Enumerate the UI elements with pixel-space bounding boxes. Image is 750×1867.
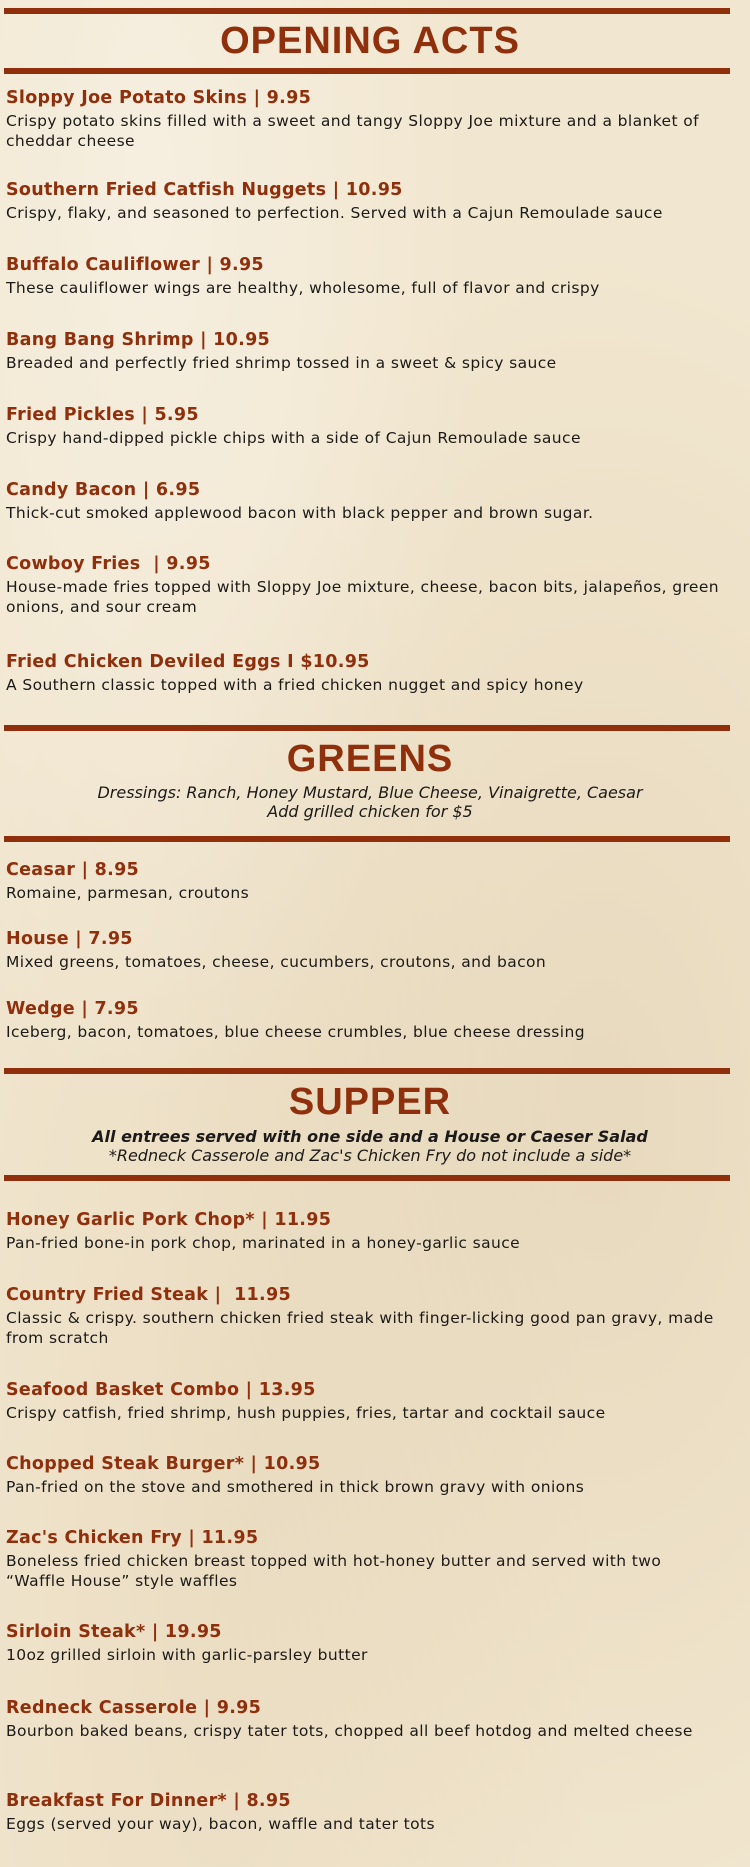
section-rule-bottom [4, 836, 730, 842]
menu-item [6, 179, 746, 223]
menu-item-name: Buffalo Cauliflower | 9.95 [6, 255, 264, 275]
menu-item-name: Zac's Chicken Fry | 11.95 [6, 1528, 259, 1548]
menu-item-description: Iceberg, bacon, tomatoes, blue cheese crumbles, blue cheese dressing [6, 1023, 585, 1041]
menu-item [6, 1209, 746, 1253]
menu-item-description: Bourbon baked beans, crispy tater tots, chopped all beef hotdog and melted cheese [6, 1722, 693, 1740]
menu-item [6, 928, 746, 972]
menu-item [6, 1621, 746, 1665]
menu-item-name: Ceasar | 8.95 [6, 860, 140, 880]
menu-item-name: Seafood Basket Combo | 13.95 [6, 1380, 316, 1400]
menu-item-name: Bang Bang Shrimp | 10.95 [6, 330, 271, 350]
menu-item-description: Romaine, parmesan, croutons [6, 884, 250, 902]
menu-item [6, 998, 746, 1042]
menu-item [6, 329, 746, 373]
menu-item-description: Classic & crispy. southern chicken fried steak with finger-licking good pan gravy, made from scratch [6, 1309, 714, 1347]
menu-item-name: Redneck Casserole | 9.95 [6, 1698, 262, 1718]
dressings-note: Dressings: Ranch, Honey Mustard, Blue Cheese, Vinaigrette, Caesar [97, 783, 643, 802]
section-rule-top [4, 8, 730, 14]
menu-item [6, 1379, 746, 1423]
menu-item-description: Boneless fried chicken breast topped with hot-honey butter and served with two “Waffle House” style waffles [6, 1552, 662, 1590]
menu-item-name: Cowboy Fries | 9.95 [6, 554, 211, 574]
section-title-opening-acts: OPENING ACTS [220, 20, 520, 62]
add-chicken-note: Add grilled chicken for $5 [267, 802, 473, 821]
menu-item-description: Crispy, flaky, and seasoned to perfection. Served with a Cajun Remoulade sauce [6, 204, 663, 222]
menu-item-name: Sloppy Joe Potato Skins | 9.95 [6, 88, 312, 108]
menu-item-name: Honey Garlic Pork Chop* | 11.95 [6, 1210, 332, 1230]
menu-item [6, 1697, 746, 1741]
menu-item [6, 1453, 746, 1497]
menu-item [6, 1790, 746, 1834]
entrees-note: All entrees served with one side and a House or Caeser Salad [92, 1127, 648, 1146]
no-side-note: *Redneck Casserole and Zac's Chicken Fry do not include a side* [108, 1146, 632, 1165]
menu-item-name: Breakfast For Dinner* | 8.95 [6, 1791, 291, 1811]
section-rule-bottom [4, 68, 730, 74]
menu-item-name: Fried Pickles | 5.95 [6, 405, 199, 425]
menu-item-name: Country Fried Steak | 11.95 [6, 1285, 291, 1305]
menu-item-description: A Southern classic topped with a fried chicken nugget and spicy honey [6, 676, 584, 694]
menu-item [6, 1284, 746, 1348]
menu-item-description: Crispy hand-dipped pickle chips with a side of Cajun Remoulade sauce [6, 429, 581, 447]
section-rule-top [4, 725, 730, 731]
menu-item [6, 553, 746, 617]
menu-item-name: Candy Bacon | 6.95 [6, 480, 201, 500]
menu-item-description: Crispy catfish, fried shrimp, hush puppies, fries, tartar and cocktail sauce [6, 1404, 606, 1422]
menu-item-description: These cauliflower wings are healthy, wholesome, full of flavor and crispy [6, 279, 600, 297]
section-title-greens: GREENS [286, 738, 454, 780]
menu-item [6, 859, 746, 903]
menu-item-name: House | 7.95 [6, 929, 133, 949]
menu-item-description: 10oz grilled sirloin with garlic-parsley butter [6, 1646, 368, 1664]
menu-item-name: Chopped Steak Burger* | 10.95 [6, 1454, 321, 1474]
menu-item-description: Eggs (served your way), bacon, waffle and tater tots [6, 1815, 435, 1833]
menu-item-description: Pan-fried bone-in pork chop, marinated in a honey-garlic sauce [6, 1234, 521, 1252]
menu-item [6, 1527, 746, 1591]
menu-item-description: Crispy potato skins filled with a sweet and tangy Sloppy Joe mixture and a blanket of cheddar cheese [6, 112, 700, 150]
menu-item [6, 254, 746, 298]
menu-item [6, 87, 746, 151]
menu-item-name: Wedge | 7.95 [6, 999, 139, 1019]
menu-item [6, 404, 746, 448]
menu-item-description: Thick-cut smoked applewood bacon with black pepper and brown sugar. [6, 504, 594, 522]
menu-item [6, 479, 746, 523]
section-title-supper: SUPPER [288, 1081, 452, 1123]
menu-item-name: Fried Chicken Deviled Eggs I $10.95 [6, 652, 370, 672]
menu-item-description: Mixed greens, tomatoes, cheese, cucumbers, croutons, and bacon [6, 953, 547, 971]
menu-item-name: Southern Fried Catfish Nuggets | 10.95 [6, 180, 403, 200]
menu-item-description: Pan-fried on the stove and smothered in thick brown gravy with onions [6, 1478, 585, 1496]
menu-item [6, 651, 746, 695]
menu-item-description: House-made fries topped with Sloppy Joe mixture, cheese, bacon bits, jalapeños, green onions, and sour cream [6, 578, 720, 616]
section-rule-bottom [4, 1175, 730, 1181]
menu-item-name: Sirloin Steak* | 19.95 [6, 1622, 222, 1642]
section-rule-top [4, 1068, 730, 1074]
menu-item-description: Breaded and perfectly fried shrimp tossed in a sweet & spicy sauce [6, 354, 557, 372]
